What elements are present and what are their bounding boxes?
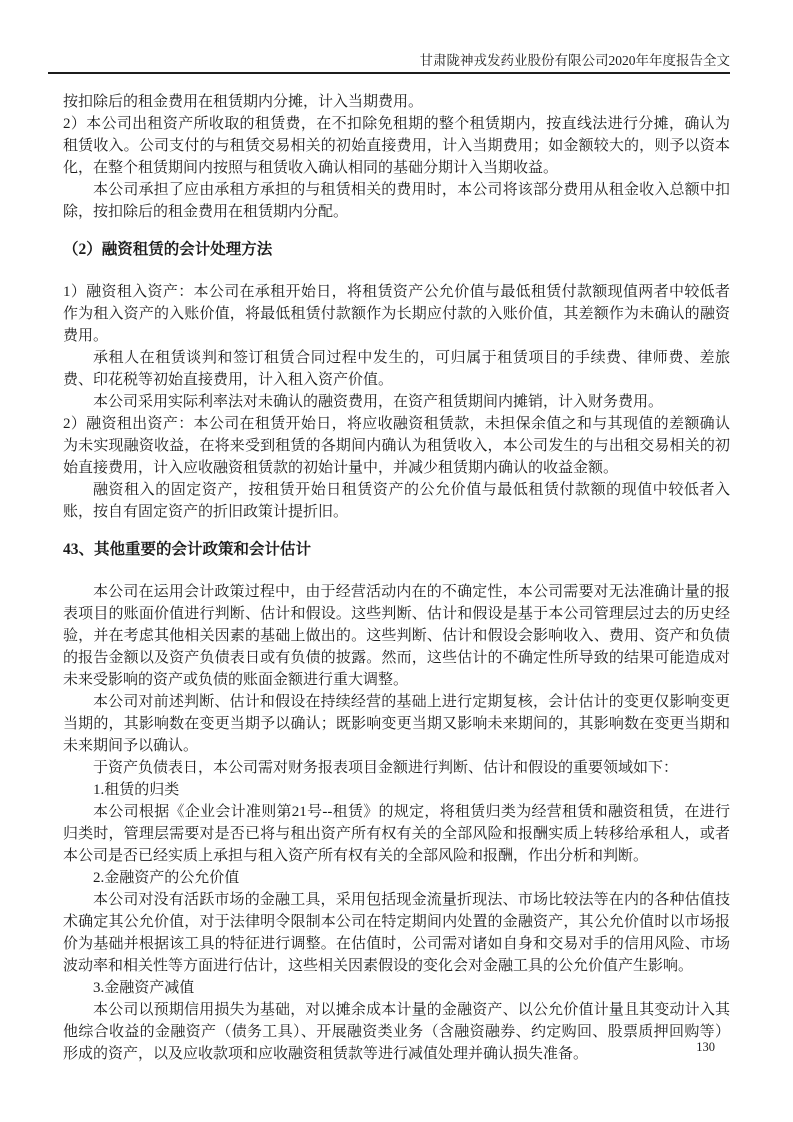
paragraph: 承租人在租赁谈判和签订租赁合同过程中发生的，可归属于租赁项目的手续费、律师费、差旅费、印花税等初始直接费用，计入租入资产价值。: [63, 350, 730, 388]
report-header-title: 甘肃陇神戎发药业股份有限公司2020年年度报告全文: [419, 53, 730, 68]
paragraph: 本公司对前述判断、估计和假设在持续经营的基础上进行定期复核，会计估计的变更仅影响变更当期的，其影响数在变更当期予以确认；既影响变更当期又影响未来期间的，其影响数在变更当期和未来期间予以确认。: [63, 694, 730, 754]
section-heading: （2）融资租赁的会计处理方法: [63, 241, 273, 258]
paragraph: 本公司以预期信用损失为基础，对以摊余成本计量的金融资产、以公允价值计量且其变动计入其他综合收益的金融资产（债务工具）、开展融资类业务（含融资融券、约定购回、股票质押回购等）形成的资产，以及应收款项和应收融资租赁款等进行减值处理并确认损失准备。: [63, 1002, 730, 1062]
paragraph: 本公司承担了应由承租方承担的与租赁相关的费用时，本公司将该部分费用从租金收入总额中扣除，按扣除后的租金费用在租赁期内分配。: [63, 182, 730, 220]
page-footer: [696, 1040, 715, 1055]
paragraph: 2）本公司出租资产所收取的租赁费，在不扣除免租期的整个租赁期内，按直线法进行分摊，确认为租赁收入。公司支付的与租赁交易相关的初始直接费用，计入当期费用；如金额较大的，则予以资本化，在整个租赁期间内按照与租赁收入确认相同的基础分期计入当期收益。: [63, 116, 730, 176]
paragraph: 本公司在运用会计政策过程中，由于经营活动内在的不确定性，本公司需要对无法准确计量的报表项目的账面价值进行判断、估计和假设。这些判断、估计和假设是基于本公司管理层过去的历史经验，并在考虑其他相关因素的基础上做出的。这些判断、估计和假设会影响收入、费用、资产和负债的报告金额以及资产负债表日或有负债的披露。然而，这些估计的不确定性所导致的结果可能造成对未来受影响的资产或负债的账面金额进行重大调整。: [63, 584, 730, 688]
paragraph: 融资租入的固定资产，按租赁开始日租赁资产的公允价值与最低租赁付款额的现值中较低者入账，按自有固定资产的折旧政策计提折旧。: [63, 482, 730, 520]
page-number: 130: [696, 1040, 715, 1054]
paragraph: 2）融资租出资产：本公司在租赁开始日，将应收融资租赁款，未担保余值之和与其现值的差额确认为未实现融资收益，在将来受到租赁的各期间内确认为租赁收入，本公司发生的与出租交易相关的初始直接费用，计入应收融资租赁款的初始计量中，并减少租赁期内确认的收益金额。: [63, 416, 730, 476]
document-body: [63, 91, 730, 1065]
paragraph: 1.租赁的归类: [93, 782, 180, 798]
paragraph: 1）融资租入资产：本公司在承租开始日，将租赁资产公允价值与最低租赁付款额现值两者中较低者作为租入资产的入账价值，将最低租赁付款额作为长期应付款的入账价值，其差额作为未确认的融资费用。: [63, 284, 730, 344]
paragraph: 于资产负债表日，本公司需对财务报表项目金额进行判断、估计和假设的重要领域如下：: [93, 760, 679, 776]
paragraph: 2.金融资产的公允价值: [93, 870, 240, 886]
paragraph: 按扣除后的租金费用在租赁期内分摊，计入当期费用。: [63, 94, 424, 110]
page-header: [48, 0, 730, 74]
paragraph: 本公司采用实际利率法对未确认的融资费用，在资产租赁期间内摊销，计入财务费用。: [93, 394, 664, 410]
section-heading: 43、其他重要的会计政策和会计估计: [63, 541, 312, 558]
paragraph: 本公司根据《企业会计准则第21号--租赁》的规定，将租赁归类为经营租赁和融资租赁，在进行归类时，管理层需要对是否已将与租出资产所有权有关的全部风险和报酬实质上转移给承租人，或者本公司是否已经实质上承担与租入资产所有权有关的全部风险和报酬，作出分析和判断。: [63, 804, 730, 864]
paragraph: 3.金融资产减值: [93, 980, 195, 996]
paragraph: 本公司对没有活跃市场的金融工具，采用包括现金流量折现法、市场比较法等在内的各种估值技术确定其公允价值，对于法律明令限制本公司在特定期间内处置的金融资产，其公允价值时以市场报价为基础并根据该工具的特征进行调整。在估值时，公司需对诸如自身和交易对手的信用风险、市场波动率和相关性等方面进行估计，这些相关因素假设的变化会对金融工具的公允价值产生影响。: [63, 892, 730, 974]
